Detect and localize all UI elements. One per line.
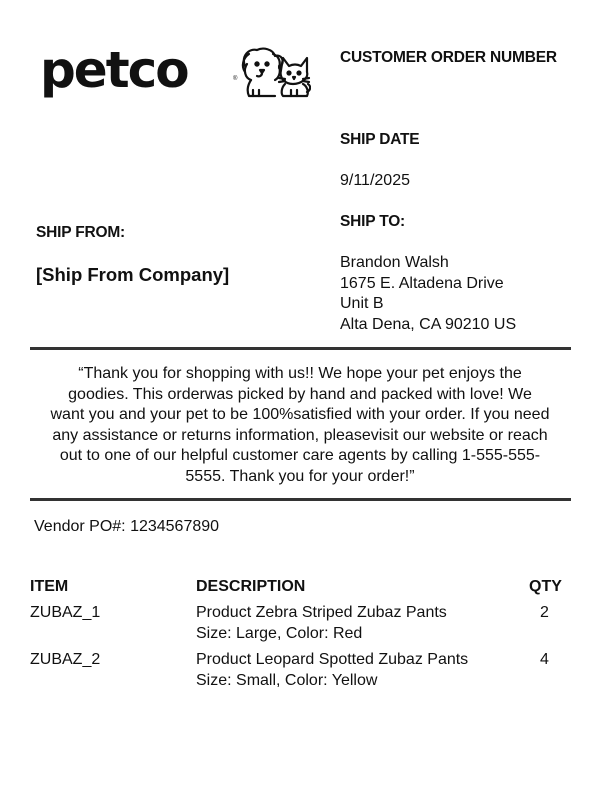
qty-column-header: QTY bbox=[529, 578, 562, 595]
ship-to-name: Brandon Walsh bbox=[340, 254, 449, 271]
qty-cell: 2 bbox=[540, 604, 549, 621]
vendor-po-number: Vendor PO#: 1234567890 bbox=[34, 518, 220, 535]
item-cell: ZUBAZ_1 bbox=[30, 604, 101, 621]
ship-to-label: SHIP TO: bbox=[340, 213, 406, 230]
table-row bbox=[0, 649, 600, 693]
ship-to-address-line1: 1675 E. Altadena Drive bbox=[340, 275, 504, 292]
ship-to-city-state-zip: Alta Dena, CA 90210 US bbox=[340, 316, 517, 333]
petco-logo bbox=[40, 40, 280, 100]
customer-order-number-label: CUSTOMER ORDER NUMBER bbox=[340, 49, 557, 66]
description-line2-cell: Size: Large, Color: Red bbox=[196, 625, 363, 642]
description-line1-cell: Product Zebra Striped Zubaz Pants bbox=[196, 604, 447, 621]
description-column-header: DESCRIPTION bbox=[196, 578, 306, 595]
logo-wordmark: petco bbox=[40, 41, 188, 99]
ship-from-label: SHIP FROM: bbox=[36, 224, 125, 241]
dog-and-cat-logo-icon bbox=[235, 44, 311, 98]
thank-you-message: “Thank you for shopping with us!! We hope your pet enjoys the goodies. This orderwas picked by hand and packed with love! We want you and your pet to be 100%satisfied with your order. If you need any assistance or returns information, pleasevisit our website or reach out to one of our helpful customer care agents by calling 1-555-555-5555. Thank you for your order!” bbox=[50, 365, 550, 485]
top-divider bbox=[30, 347, 571, 350]
ship-date-value: 9/11/2025 bbox=[340, 172, 410, 189]
table-row bbox=[0, 602, 600, 646]
logo-registered-mark: ® bbox=[233, 76, 238, 82]
item-column-header: ITEM bbox=[30, 578, 69, 595]
bottom-divider bbox=[30, 498, 571, 501]
item-cell: ZUBAZ_2 bbox=[30, 651, 101, 668]
ship-from-company: [Ship From Company] bbox=[36, 264, 230, 285]
description-line1-cell: Product Leopard Spotted Zubaz Pants bbox=[196, 651, 469, 668]
ship-date-label: SHIP DATE bbox=[340, 131, 420, 148]
qty-cell: 4 bbox=[540, 651, 549, 668]
description-line2-cell: Size: Small, Color: Yellow bbox=[196, 672, 378, 689]
ship-to-address-line2: Unit B bbox=[340, 295, 384, 312]
